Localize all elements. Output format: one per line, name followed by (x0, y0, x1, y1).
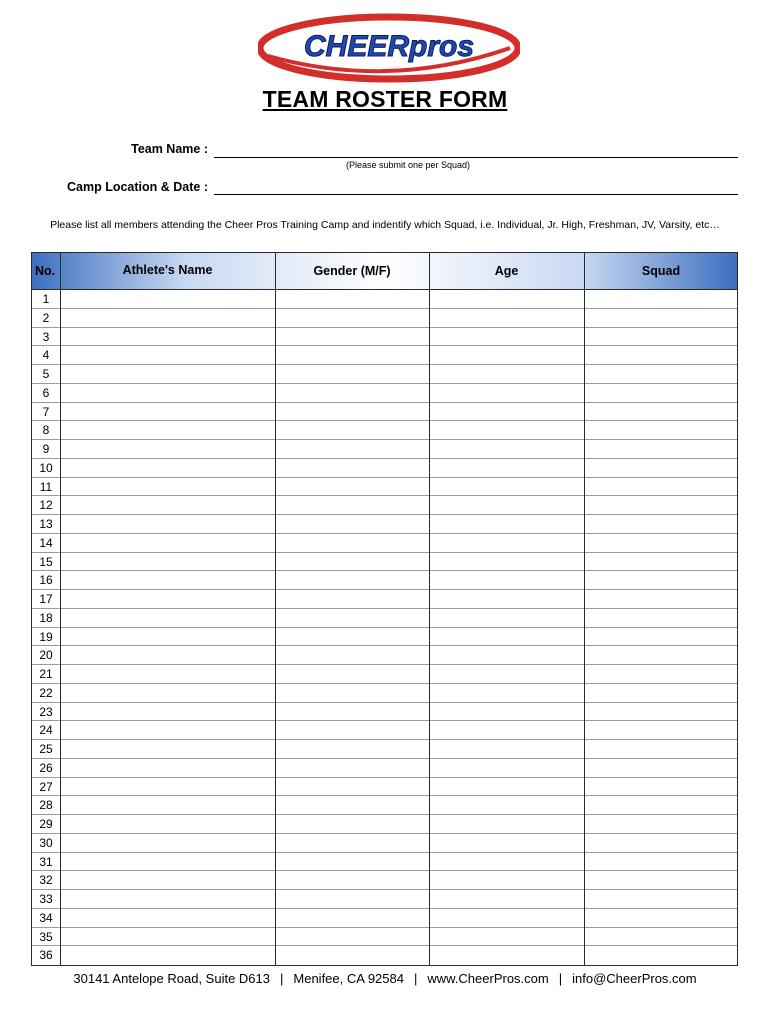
column-divider (584, 253, 585, 965)
column-divider (275, 253, 276, 965)
footer-website-link[interactable]: www.CheerPros.com (427, 971, 549, 986)
table-row[interactable] (32, 684, 737, 703)
table-row[interactable] (32, 778, 737, 797)
row-number: 32 (39, 873, 53, 888)
footer-separator: | (280, 971, 284, 986)
table-row[interactable] (32, 628, 737, 647)
column-divider (60, 253, 61, 965)
roster-header (32, 253, 737, 290)
table-row[interactable] (32, 703, 737, 722)
table-row[interactable] (32, 515, 737, 534)
row-number: 26 (39, 760, 53, 775)
row-number: 9 (42, 442, 50, 456)
table-row[interactable] (32, 890, 737, 909)
table-row[interactable] (32, 309, 737, 328)
row-number: 2 (42, 310, 50, 325)
footer-address: 30141 Antelope Road, Suite D613 (73, 971, 270, 986)
table-row[interactable] (32, 590, 737, 609)
row-number: 17 (39, 592, 53, 606)
table-row[interactable] (32, 440, 737, 459)
table-row[interactable] (32, 403, 737, 422)
table-row[interactable] (32, 534, 737, 553)
column-header-squad: Squad (641, 264, 681, 278)
page-title: TEAM ROSTER FORM (262, 86, 508, 112)
table-row[interactable] (32, 365, 737, 384)
table-row[interactable] (32, 384, 737, 403)
table-row[interactable] (32, 665, 737, 684)
row-number: 12 (39, 498, 53, 513)
row-number: 14 (39, 535, 53, 550)
row-number: 25 (39, 742, 53, 756)
row-number: 18 (39, 610, 53, 625)
camp-location-field[interactable] (214, 180, 738, 195)
row-number: 21 (39, 667, 53, 681)
camp-location-label: Camp Location & Date : (67, 180, 208, 194)
instructions-text: Please list all members attending the Cheer Pros Training Camp and indentify which Squad, i.e. Individual, Jr. High, Freshman, JV, Varsity, etc… (50, 219, 720, 231)
row-number: 3 (42, 329, 50, 344)
table-row[interactable] (32, 909, 737, 928)
table-row[interactable] (32, 759, 737, 778)
footer-separator: | (413, 971, 418, 986)
table-row[interactable] (32, 421, 737, 440)
row-number: 22 (39, 685, 53, 700)
row-number: 31 (39, 854, 53, 869)
row-number: 23 (39, 704, 53, 719)
table-row[interactable] (32, 853, 737, 872)
row-number: 30 (39, 835, 53, 850)
row-number: 13 (39, 517, 53, 531)
row-number: 16 (39, 573, 53, 588)
table-row[interactable] (32, 871, 737, 890)
row-number: 28 (39, 798, 53, 813)
row-number: 5 (42, 367, 50, 381)
table-row[interactable] (32, 346, 737, 365)
row-number: 19 (39, 629, 53, 644)
table-row[interactable] (32, 459, 737, 478)
row-number: 1 (42, 292, 50, 306)
column-header-athlete-name: Athlete's Name (122, 263, 213, 277)
table-row[interactable] (32, 815, 737, 834)
cheerpros-logo (258, 12, 520, 84)
column-header-gender: Gender (M/F) (313, 264, 391, 278)
row-number: 27 (39, 779, 53, 794)
column-divider (429, 253, 430, 965)
svg-text:CHEERpros: CHEERpros (303, 30, 475, 63)
row-number: 29 (39, 817, 53, 831)
row-number: 15 (39, 554, 53, 569)
table-row[interactable] (32, 646, 737, 665)
table-row[interactable] (32, 721, 737, 740)
row-number: 8 (42, 423, 50, 438)
row-number: 11 (39, 479, 53, 494)
table-row[interactable] (32, 740, 737, 759)
table-row[interactable] (32, 796, 737, 815)
footer-separator: | (558, 971, 563, 986)
row-number: 20 (39, 648, 53, 663)
row-number: 36 (39, 948, 53, 963)
column-header-no: No. (35, 264, 56, 278)
row-number: 34 (39, 910, 53, 925)
row-number: 35 (39, 929, 53, 944)
roster-table (31, 252, 738, 966)
table-row[interactable] (32, 928, 737, 947)
team-name-field[interactable] (214, 143, 738, 158)
team-name-note: (Please submit one per Squad) (345, 160, 471, 170)
footer (0, 971, 770, 986)
column-header-age: Age (494, 264, 519, 278)
table-row[interactable] (32, 609, 737, 628)
row-number: 10 (39, 460, 53, 475)
team-name-label: Team Name : (131, 142, 208, 156)
footer-city: Menifee, CA 92584 (293, 971, 404, 986)
table-row[interactable] (32, 290, 737, 309)
table-row[interactable] (32, 571, 737, 590)
row-number: 6 (42, 385, 50, 400)
table-row[interactable] (32, 328, 737, 347)
table-row[interactable] (32, 946, 737, 965)
row-number: 4 (42, 348, 50, 363)
table-row[interactable] (32, 496, 737, 515)
table-row[interactable] (32, 553, 737, 572)
table-row[interactable] (32, 834, 737, 853)
row-number: 7 (42, 404, 50, 419)
row-number: 24 (39, 723, 53, 738)
footer-email-link[interactable]: info@CheerPros.com (572, 971, 697, 986)
table-row[interactable] (32, 478, 737, 497)
row-number: 33 (39, 892, 53, 906)
